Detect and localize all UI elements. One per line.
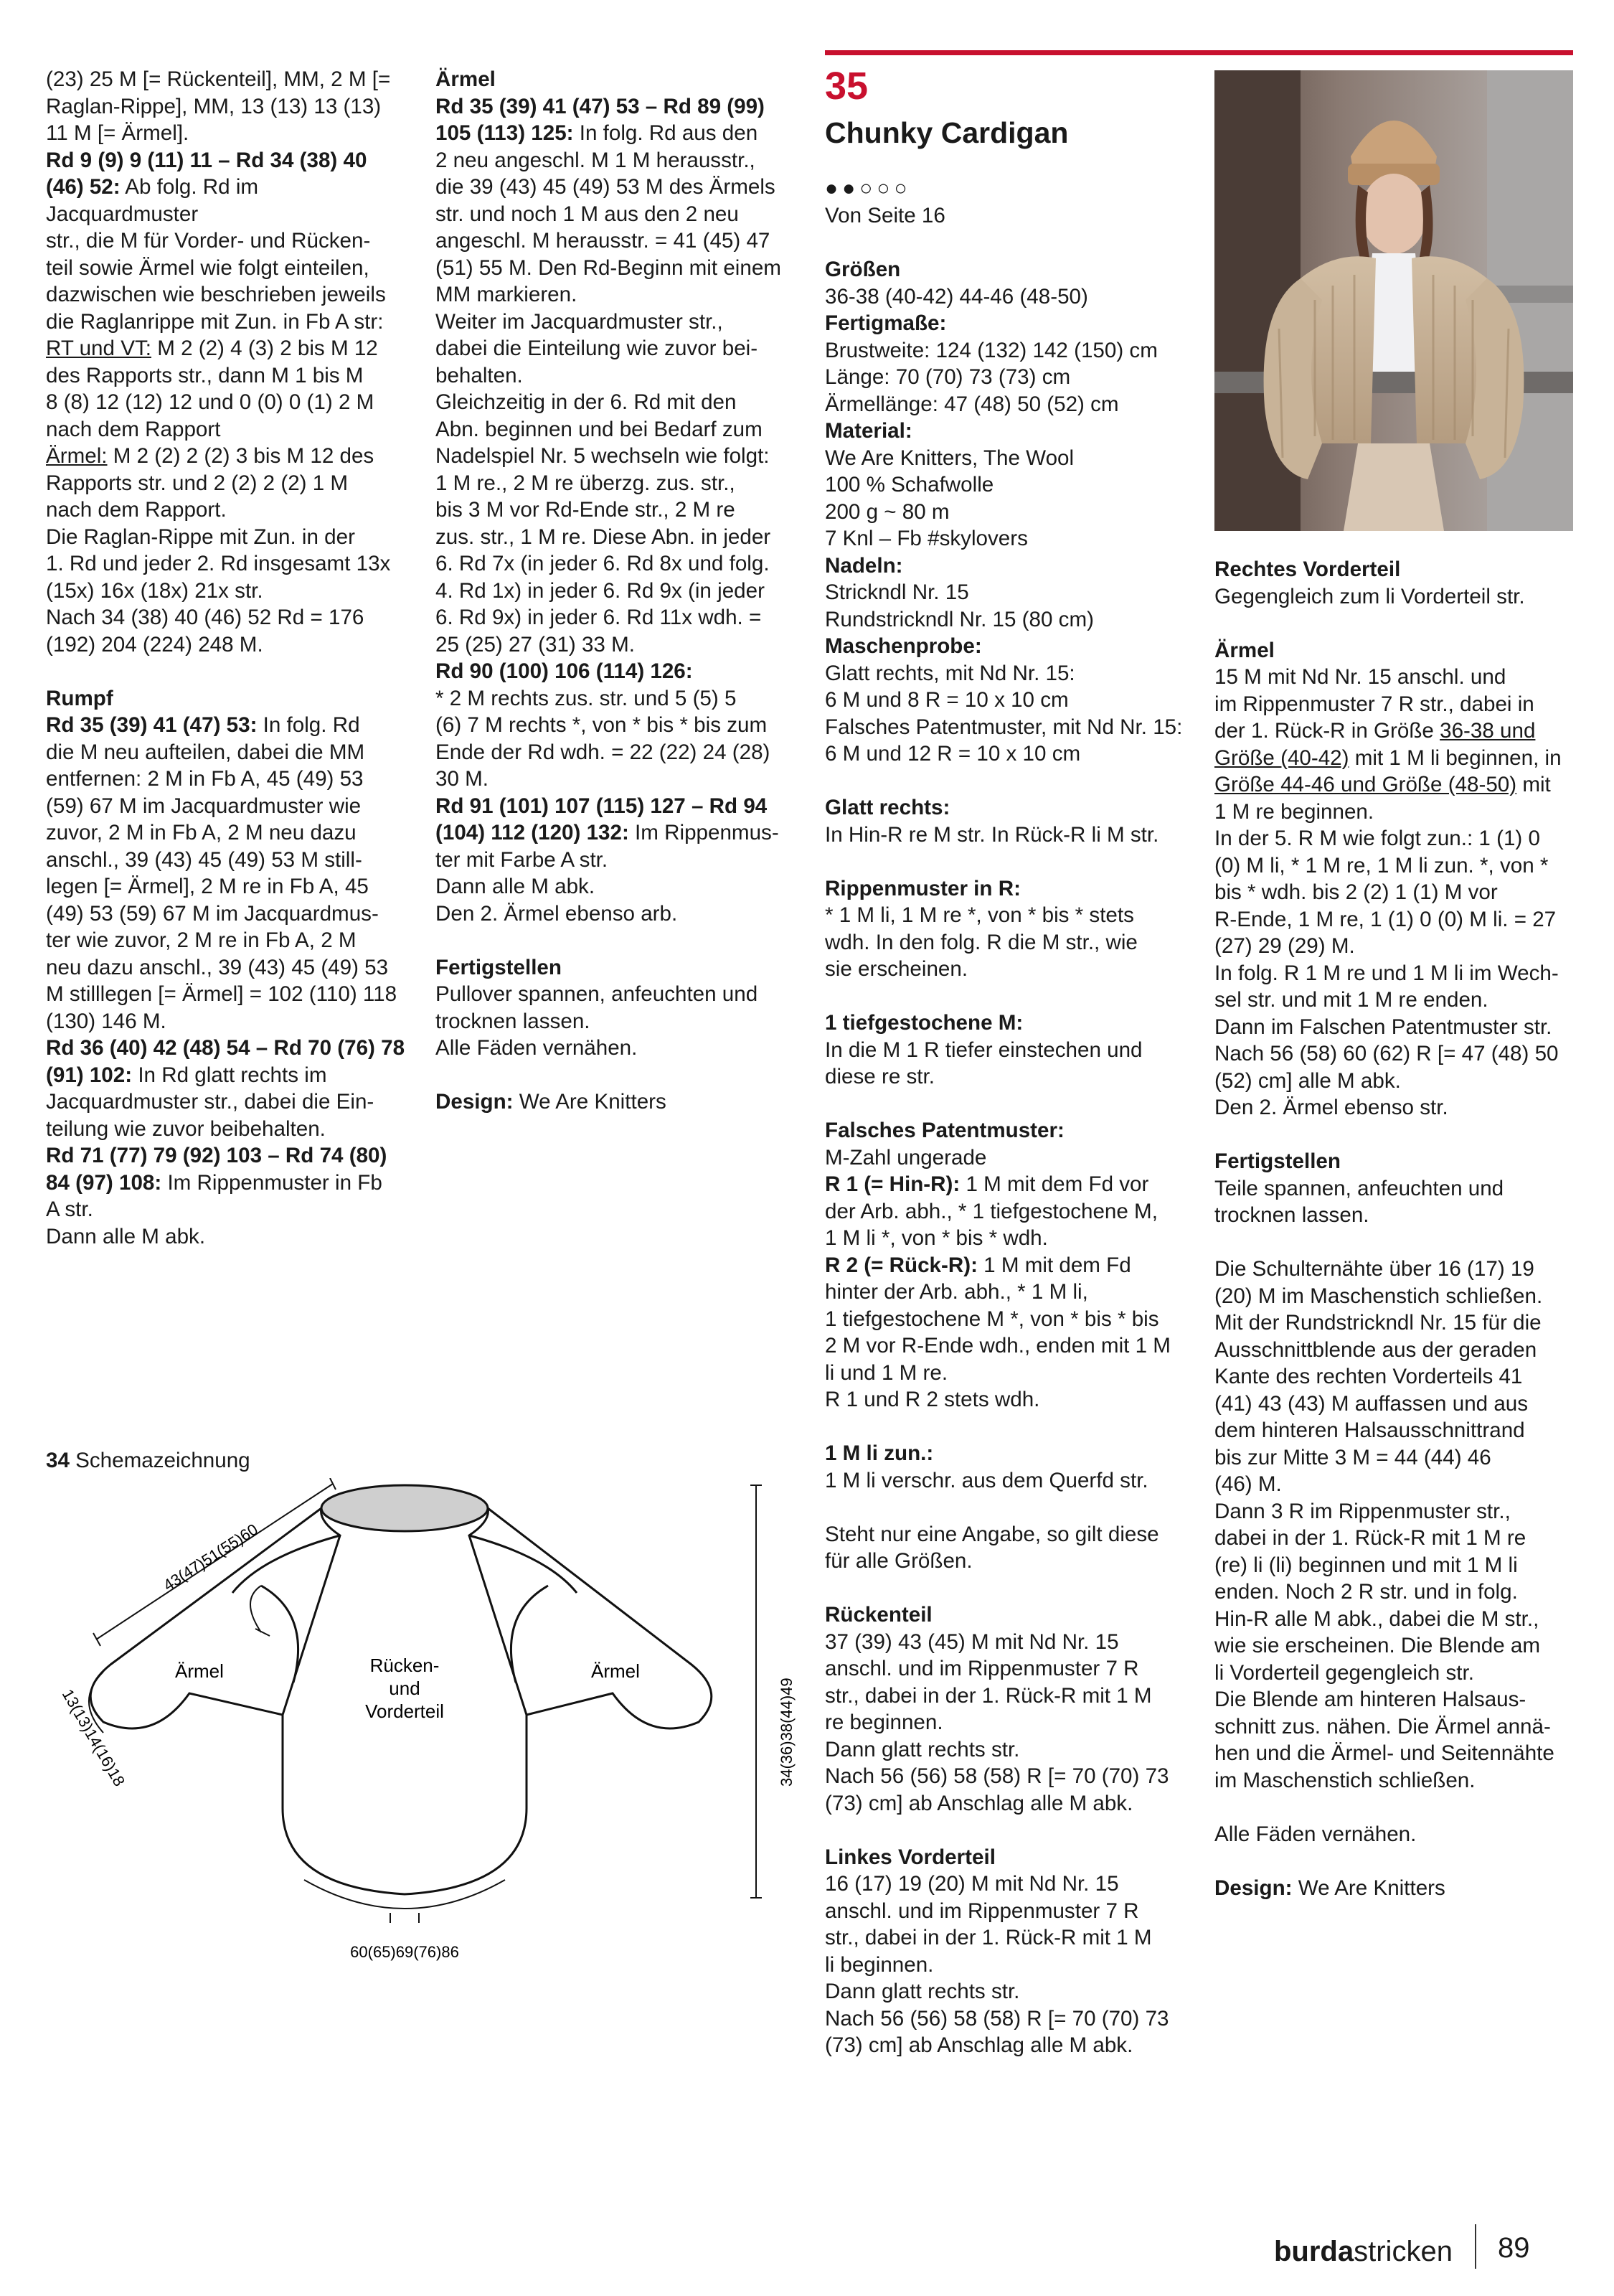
col3-links-lines: 16 (17) 19 (20) M mit Nd Nr. 15 anschl. und im Rippenmuster 7 R str., dabei in der 1. Rück-R mit 1 M li beginnen. Dann glatt rechts str. Nach 56 (56) 58 (58) R [= 70 (70) 73 (73) cm] ab Anschlag alle M abk. (825, 1872, 1169, 2057)
col4-fert-lines: Teile spannen, anfeuchten und trocknen lassen. (1214, 1176, 1504, 1227)
rd35-paragraph: Rd 35 (39) 41 (47) 53: In folg. Rd die M neu aufteilen, dabei die MM entfernen: 2 M in Fb A, 45 (49) 53 (59) 67 M im Jacquardmuster wie zuvor, 2 M in Fb A, 2 M neu dazu anschl., 39 (43) 45 (49) 53 M still- legen [= Ärmel], 2 M re in Fb A, 45 (49) 53 (59) 67 M im Jacquardmus- ter wie zuvor, 2 M re in Fb A, 2 M neu dazu anschl., 39 (43) 45 (49) 53 M stilllegen [= Ärmel] = 102 (110) 118 (130) 146 M. (46, 713, 397, 1033)
rumpf-heading: Rumpf (46, 686, 113, 710)
col3-material-lines: We Are Knitters, The Wool 100 % Schafwolle 200 g ~ 80 m 7 Knl – Fb #skylovers (825, 446, 1075, 550)
footer-divider (1475, 2224, 1476, 2269)
accent-rule (825, 50, 1573, 55)
col1-rd9-text-lines: Ab folg. Rd im Jacquardmuster str., die M für Vorder- und Rücken- teil sowie Ärmel wie folgt einteilen, dazwischen wie beschrieben jeweils die Raglanrippe mit Zun. in Fb A str: (46, 175, 386, 334)
col3-glatt-lines: In Hin-R re M str. In Rück-R li M str. (825, 822, 1159, 847)
dim-width-label: 60(65)69(76)86 (350, 1943, 459, 1961)
label-sleeve-right: Ärmel (591, 1660, 640, 1682)
dim-raglan-label: 43(47)51(55)60 (160, 1520, 261, 1595)
nadeln-text (825, 579, 1191, 633)
left-sleeve-outline (90, 1508, 321, 1728)
col1-aermel-text-lines: M 2 (2) 2 (2) 3 bis M 12 des Rapports str. und 2 (2) 2 (2) 1 M nach dem Rapport. Die Raglan-Rippe mit Zun. in der 1. Rd und jeder 2. Rd insgesamt 13x (15x) 16x (18x) 21x str. Nach 34 (38) 40 (46) 52 Rd = 176 (192) 204 (224) 248 M. (46, 444, 391, 657)
col3-nadeln-lines: Strickndl Nr. 15 Rundstrickndl Nr. 15 (80 cm) (825, 580, 1094, 631)
rippen-heading: Rippenmuster in R: (825, 876, 1021, 900)
brand-logo: burdastricken (1274, 2236, 1453, 2267)
rd9-paragraph: Rd 9 (9) 9 (11) 11 – Rd 34 (38) 40 (46) 52: Ab folg. Rd im Jacquardmuster str., die M für Vorder- und Rücken- teil sowie Ärmel wie folgt einteilen, dazwischen wie beschrieben jeweils die Raglanrippe mit Zun. in Fb A str: (46, 148, 386, 334)
col1-intro: (23) 25 M [= Rückenteil], MM, 2 M [= Raglan-Rippe], MM, 13 (13) 13 (13) 11 M [= Ärmel]. (46, 67, 391, 145)
neck-opening (321, 1485, 488, 1531)
material-text (825, 445, 1191, 552)
column-3 (825, 202, 1191, 2059)
from-page: Von Seite 16 (825, 204, 945, 227)
schematic-svg (46, 1478, 806, 1973)
aermel-heading-2: Ärmel (1214, 638, 1275, 662)
patent-r2: R 2 (= Rück-R): 1 M mit dem Fd hinter der Arb. abh., * 1 M li, 1 tiefgestochene M *, von * bis * bis 2 M vor R-Ende wdh., enden mit 1 M li und 1 M re. R 1 und R 2 stets wdh. (825, 1253, 1171, 1411)
col3-patent-r2-lines: 1 M mit dem Fd hinter der Arb. abh., * 1 M li, 1 tiefgestochene M *, von * bis * bis 2 M vor R-Ende wdh., enden mit 1 M li und 1 M re. R 1 und R 2 stets wdh. (825, 1253, 1171, 1411)
col1-rd36-text-lines: In Rd glatt rechts im Jacquardmuster str., dabei die Ein- teilung wie zuvor beibehalten. (46, 1063, 374, 1141)
nadeln-heading: Nadeln: (825, 553, 903, 578)
aermel-rd90-paragraph: Rd 90 (100) 106 (114) 126: * 2 M rechts zus. str. und 5 (5) 5 (6) 7 M rechts *, von * bis * bis zum Ende der Rd wdh. = 22 (22) 24 (28) 30 M. (435, 659, 770, 791)
col3-probe-lines: Glatt rechts, mit Nd Nr. 15: 6 M und 8 R = 10 x 10 cm Falsches Patentmuster, mit Nd Nr. 15: 6 M und 12 R = 10 x 10 cm (825, 661, 1183, 766)
rechtes-vorderteil-text (1214, 583, 1587, 611)
material-heading: Material: (825, 419, 912, 443)
rippen-text (825, 902, 1191, 983)
column-2 (435, 66, 800, 1116)
col1-rtvt-text-lines: M 2 (2) 4 (3) 2 bis M 12 des Rapports str., dann M 1 bis M 8 (8) 12 (12) 12 und 0 (0) 0 (1) 2 M nach dem Rapport (46, 337, 378, 441)
dim-length-label: 34(36)38(44)49 (778, 1678, 796, 1787)
schematic-diagram (46, 1478, 806, 1973)
diagram-caption: 34 Schemazeichnung (46, 1449, 250, 1472)
rd36-paragraph: Rd 36 (40) 42 (48) 54 – Rd 70 (76) 78 (91) 102: In Rd glatt rechts im Jacquardmuster str., dabei die Ein- teilung wie zuvor beibehalten. (46, 1036, 405, 1141)
linkes-vorderteil-text (825, 1871, 1191, 2059)
aermel-rd91-paragraph: Rd 91 (101) 107 (115) 127 – Rd 94 (104) 112 (120) 132: Im Rippenmus- ter mit Farbe A str. Dann alle M abk. Den 2. Ärmel ebenso arb. (435, 794, 779, 926)
label-body-1: Rücken- (369, 1655, 440, 1676)
label-sleeve-left: Ärmel (175, 1660, 224, 1682)
rueckenteil-text (825, 1629, 1191, 1817)
aermel-rd35-paragraph: Rd 35 (39) 41 (47) 53 – Rd 89 (99) 105 (113) 125: In folg. Rd aus den 2 neu angeschl. M 1 M herausstr., die 39 (43) 45 (49) 53 M des Ärmels str. und noch 1 M aus den 2 neu angeschl. M herausstr. = 41 (45) 47 (51) 55 M. Den Rd-Beginn mit einem MM markieren. Weiter im Jacquardmuster str., dabei die Einteilung wie zuvor bei- behalten. Gleichzeitig in der 6. Rd mit den Abn. beginnen und bei Bedarf zum Nadelspiel Nr. 5 wechseln wie folgt: 1 M re., 2 M re überzg. zus. str., bis 3 M vor Rd-Ende str., 2 M re zus. str., 1 M re. Diese Abn. in jeder 6. Rd 7x (in jeder 6. Rd 8x und folg. 4. Rd 1x) in jeder 6. Rd 9x (in jeder 6. Rd 9x) in jeder 6. Rd 11x wdh. = 25 (25) 27 (31) 33 M. (435, 94, 781, 657)
label-body-2: und (389, 1678, 420, 1699)
patent-r1: R 1 (= Hin-R): 1 M mit dem Fd vor der Arb. abh., * 1 tiefgestochene M, 1 M li *, von * bis * wdh. (825, 1172, 1158, 1250)
linkes-vorderteil-heading: Linkes Vorderteil (825, 1845, 996, 1869)
col3-ruecken-lines: 37 (39) 43 (45) M mit Nd Nr. 15 anschl. und im Rippenmuster 7 R str., dabei in der 1. Rück-R mit 1 M re beginnen. Dann glatt rechts str. Nach 56 (56) 58 (58) R [= 70 (70) 73 (73) cm] ab Anschlag alle M abk. (825, 1629, 1169, 1815)
pattern-number: 35 (825, 65, 869, 108)
column-1 (46, 66, 410, 1250)
fertigstellen-text-2 (1214, 1175, 1587, 1229)
rechtes-vorderteil-heading: Rechtes Vorderteil (1214, 557, 1401, 581)
column-4 (1214, 556, 1587, 1901)
col3-angabe-lines: Steht nur eine Angabe, so gilt diese für alle Größen. (825, 1522, 1159, 1573)
aermel-text-2: 15 M mit Nd Nr. 15 anschl. und im Rippenmuster 7 R str., dabei in der 1. Rück-R in Größe 36-38 und Größe (40-42) mit 1 M li beginnen, in Größe 44-46 und Größe (48-50) mit 1 M re beginnen. In der 5. R M wie folgt zun.: 1 (1) 0 (0) M li, * 1 M re, 1 M li zun. *, von * bis * wdh. bis 2 (2) 1 (1) M vor R-Ende, 1 M re, 1 (1) 0 (0) M li. = 27 (27) 29 (29) M. In folg. R 1 M re und 1 M li im Wech- sel str. und mit 1 M re enden. Dann im Falschen Patentmuster str. Nach 56 (58) 60 (62) R [= 47 (48) 50 (52) cm] alle M abk. Den 2. Ärmel ebenso str. (1214, 665, 1562, 1119)
col4-aermel-e-lines: 1 M re beginnen. In der 5. R M wie folgt zun.: 1 (1) 0 (0) M li, * 1 M re, 1 M li zun. *, von * bis * wdh. bis 2 (2) 1 (1) M vor R-Ende, 1 M re, 1 (1) 0 (0) M li. = 27 (27) 29 (29) M. In folg. R 1 M re und 1 M li im Wech- sel str. und mit 1 M re enden. Dann im Falschen Patentmuster str. Nach 56 (58) 60 (62) R [= 47 (48) 50 (52) cm] alle M abk. Den 2. Ärmel ebenso str. (1214, 799, 1559, 1119)
patent-count: M-Zahl ungerade (825, 1145, 987, 1170)
maschenprobe-heading: Maschenprobe: (825, 634, 982, 658)
glatt-heading: Glatt rechts: (825, 796, 950, 819)
page-number: 89 (1498, 2232, 1530, 2264)
fertigmasse-text (825, 337, 1191, 418)
patent-heading: Falsches Patentmuster: (825, 1119, 1065, 1142)
rtvt-paragraph: RT und VT: M 2 (2) 4 (3) 2 bis M 12 des Rapports str., dann M 1 bis M 8 (8) 12 (12) 12 und 0 (0) 0 (1) 2 M nach dem Rapport (46, 337, 378, 441)
col3-lizun-lines: 1 M li verschr. aus dem Querfd str. (825, 1468, 1148, 1492)
dim-cuff-label: 13(13)14(16)18 (58, 1686, 129, 1789)
photo-illustration (1214, 70, 1573, 531)
col2-rd35-text-lines: In folg. Rd aus den 2 neu angeschl. M 1 M herausstr., die 39 (43) 45 (49) 53 M des Ärmels str. und noch 1 M aus den 2 neu angeschl. M herausstr. = 41 (45) 47 (51) 55 M. Den Rd-Beginn mit einem MM markieren. Weiter im Jacquardmuster str., dabei die Einteilung wie zuvor bei- behalten. Gleichzeitig in der 6. Rd mit den Abn. beginnen und bei Bedarf zum Nadelspiel Nr. 5 wechseln wie folgt: 1 M re., 2 M re überzg. zus. str., bis 3 M vor Rd-Ende str., 2 M re zus. str., 1 M re. Diese Abn. in jeder 6. Rd 7x (in jeder 6. Rd 8x und folg. 4. Rd 1x) in jeder 6. Rd 9x (in jeder 6. Rd 9x) in jeder 6. Rd 11x wdh. = 25 (25) 27 (31) 33 M. (435, 121, 781, 657)
label-body-3: Vorderteil (365, 1700, 444, 1722)
col4-schulter-lines: Die Schulternähte über 16 (17) 19 (20) M im Maschenstich schließen. Mit der Rundstrickndl Nr. 15 für die Ausschnittblende aus der geraden Kante des rechten Vorderteils 41 (41) 43 (43) M auffassen und aus dem hinteren Halsausschnittrand bis zur Mitte 3 M = 44 (44) 46 (46) M. Dann 3 R im Rippenmuster str., dabei in der 1. Rück-R mit 1 M re (re) li (li) beginnen und mit 1 M li enden. Noch 2 R str. und in folg. Hin-R alle M abk., dabei die M str., wie sie erscheinen. Die Blende am li Vorderteil gegengleich str. Die Blende am hinteren Halsaus- schnitt zus. nähen. Die Ärmel annä- hen und die Ärmel- und Seitennähte im Maschenstich schließen. (1214, 1257, 1554, 1792)
col2-rd90-text-lines: * 2 M rechts zus. str. und 5 (5) 5 (6) 7 M rechts *, von * bis * bis zum Ende der Rd wdh. = 22 (22) 24 (28) 30 M. (435, 686, 770, 791)
groessen-heading: Größen (825, 258, 901, 281)
fertigstellen-text (435, 981, 800, 1062)
fertigmasse-heading: Fertigmaße: (825, 311, 947, 335)
aermel-paragraph: Ärmel: M 2 (2) 2 (2) 3 bis M 12 des Rapports str. und 2 (2) 2 (2) 1 M nach dem Rapport. Die Raglan-Rippe mit Zun. in der 1. Rd und jeder 2. Rd insgesamt 13x (15x) 16x (18x) 21x str. Nach 34 (38) 40 (46) 52 Rd = 176 (192) 204 (224) 248 M. (46, 444, 391, 657)
model-photo (1214, 70, 1573, 531)
col3-tief-lines: In die M 1 R tiefer einstechen und diese re str. (825, 1038, 1143, 1088)
schulter-text (1214, 1256, 1587, 1794)
lizun-text (825, 1467, 1191, 1495)
pattern-title: Chunky Cardigan (825, 116, 1069, 149)
col1-rd71-text-lines: Im Rippenmuster in Fb A str. Dann alle M abk. (46, 1170, 382, 1248)
difficulty-rating: ●●○○○ (825, 177, 912, 200)
angabe-text (825, 1521, 1191, 1575)
rueckenteil-heading: Rückenteil (825, 1603, 933, 1627)
col4-aermel-a-lines: 15 M mit Nd Nr. 15 anschl. und im Rippenmuster 7 R str., dabei in (1214, 665, 1534, 716)
col3-patent-r1-lines: 1 M mit dem Fd vor der Arb. abh., * 1 tiefgestochene M, 1 M li *, von * bis * wdh. (825, 1172, 1158, 1250)
col1-rd35-text-lines: In folg. Rd die M neu aufteilen, dabei die MM entfernen: 2 M in Fb A, 45 (49) 53 (59) 67 M im Jacquardmuster wie zuvor, 2 M in Fb A, 2 M neu dazu anschl., 39 (43) 45 (49) 53 M still- legen [= Ärmel], 2 M re in Fb A, 45 (49) 53 (59) 67 M im Jacquardmus- ter wie zuvor, 2 M re in Fb A, 2 M neu dazu anschl., 39 (43) 45 (49) 53 M stilllegen [= Ärmel] = 102 (110) 118 (130) 146 M. (46, 713, 397, 1033)
glatt-text (825, 822, 1191, 849)
maschenprobe-text (825, 660, 1191, 768)
lizun-heading: 1 M li zun.: (825, 1441, 934, 1465)
faeden-text: Alle Fäden vernähen. (1214, 1822, 1417, 1846)
tief-text (825, 1037, 1191, 1091)
fertigstellen-heading: Fertigstellen (435, 955, 562, 979)
col4-rechts-lines: Gegengleich zum li Vorderteil str. (1214, 584, 1525, 608)
tief-heading: 1 tiefgestochene M: (825, 1011, 1024, 1035)
groessen-text: 36-38 (40-42) 44-46 (48-50) (825, 284, 1088, 309)
col3-rippen-lines: * 1 M li, 1 M re *, von * bis * stets wdh. In den folg. R die M str., wie sie erscheinen. (825, 903, 1138, 981)
col3-fertig-lines: Brustweite: 124 (132) 142 (150) cm Länge: 70 (70) 73 (73) cm Ärmellänge: 47 (48) 50 (52) cm (825, 338, 1158, 416)
col2-rd91-text-lines: Im Rippenmus- ter mit Farbe A str. Dann alle M abk. Den 2. Ärmel ebenso arb. (435, 821, 779, 926)
aermel-heading: Ärmel (435, 67, 496, 91)
design-credit-2: Design: We Are Knitters (1214, 1876, 1445, 1900)
rd71-paragraph: Rd 71 (77) 79 (92) 103 – Rd 74 (80) 84 (97) 108: Im Rippenmuster in Fb A str. Dann alle M abk. (46, 1144, 387, 1248)
col2-fert-text-lines: Pullover spannen, anfeuchten und trocknen lassen. Alle Fäden vernähen. (435, 982, 758, 1060)
design-credit: Design: We Are Knitters (435, 1090, 666, 1114)
fertigstellen-heading-2: Fertigstellen (1214, 1149, 1341, 1173)
